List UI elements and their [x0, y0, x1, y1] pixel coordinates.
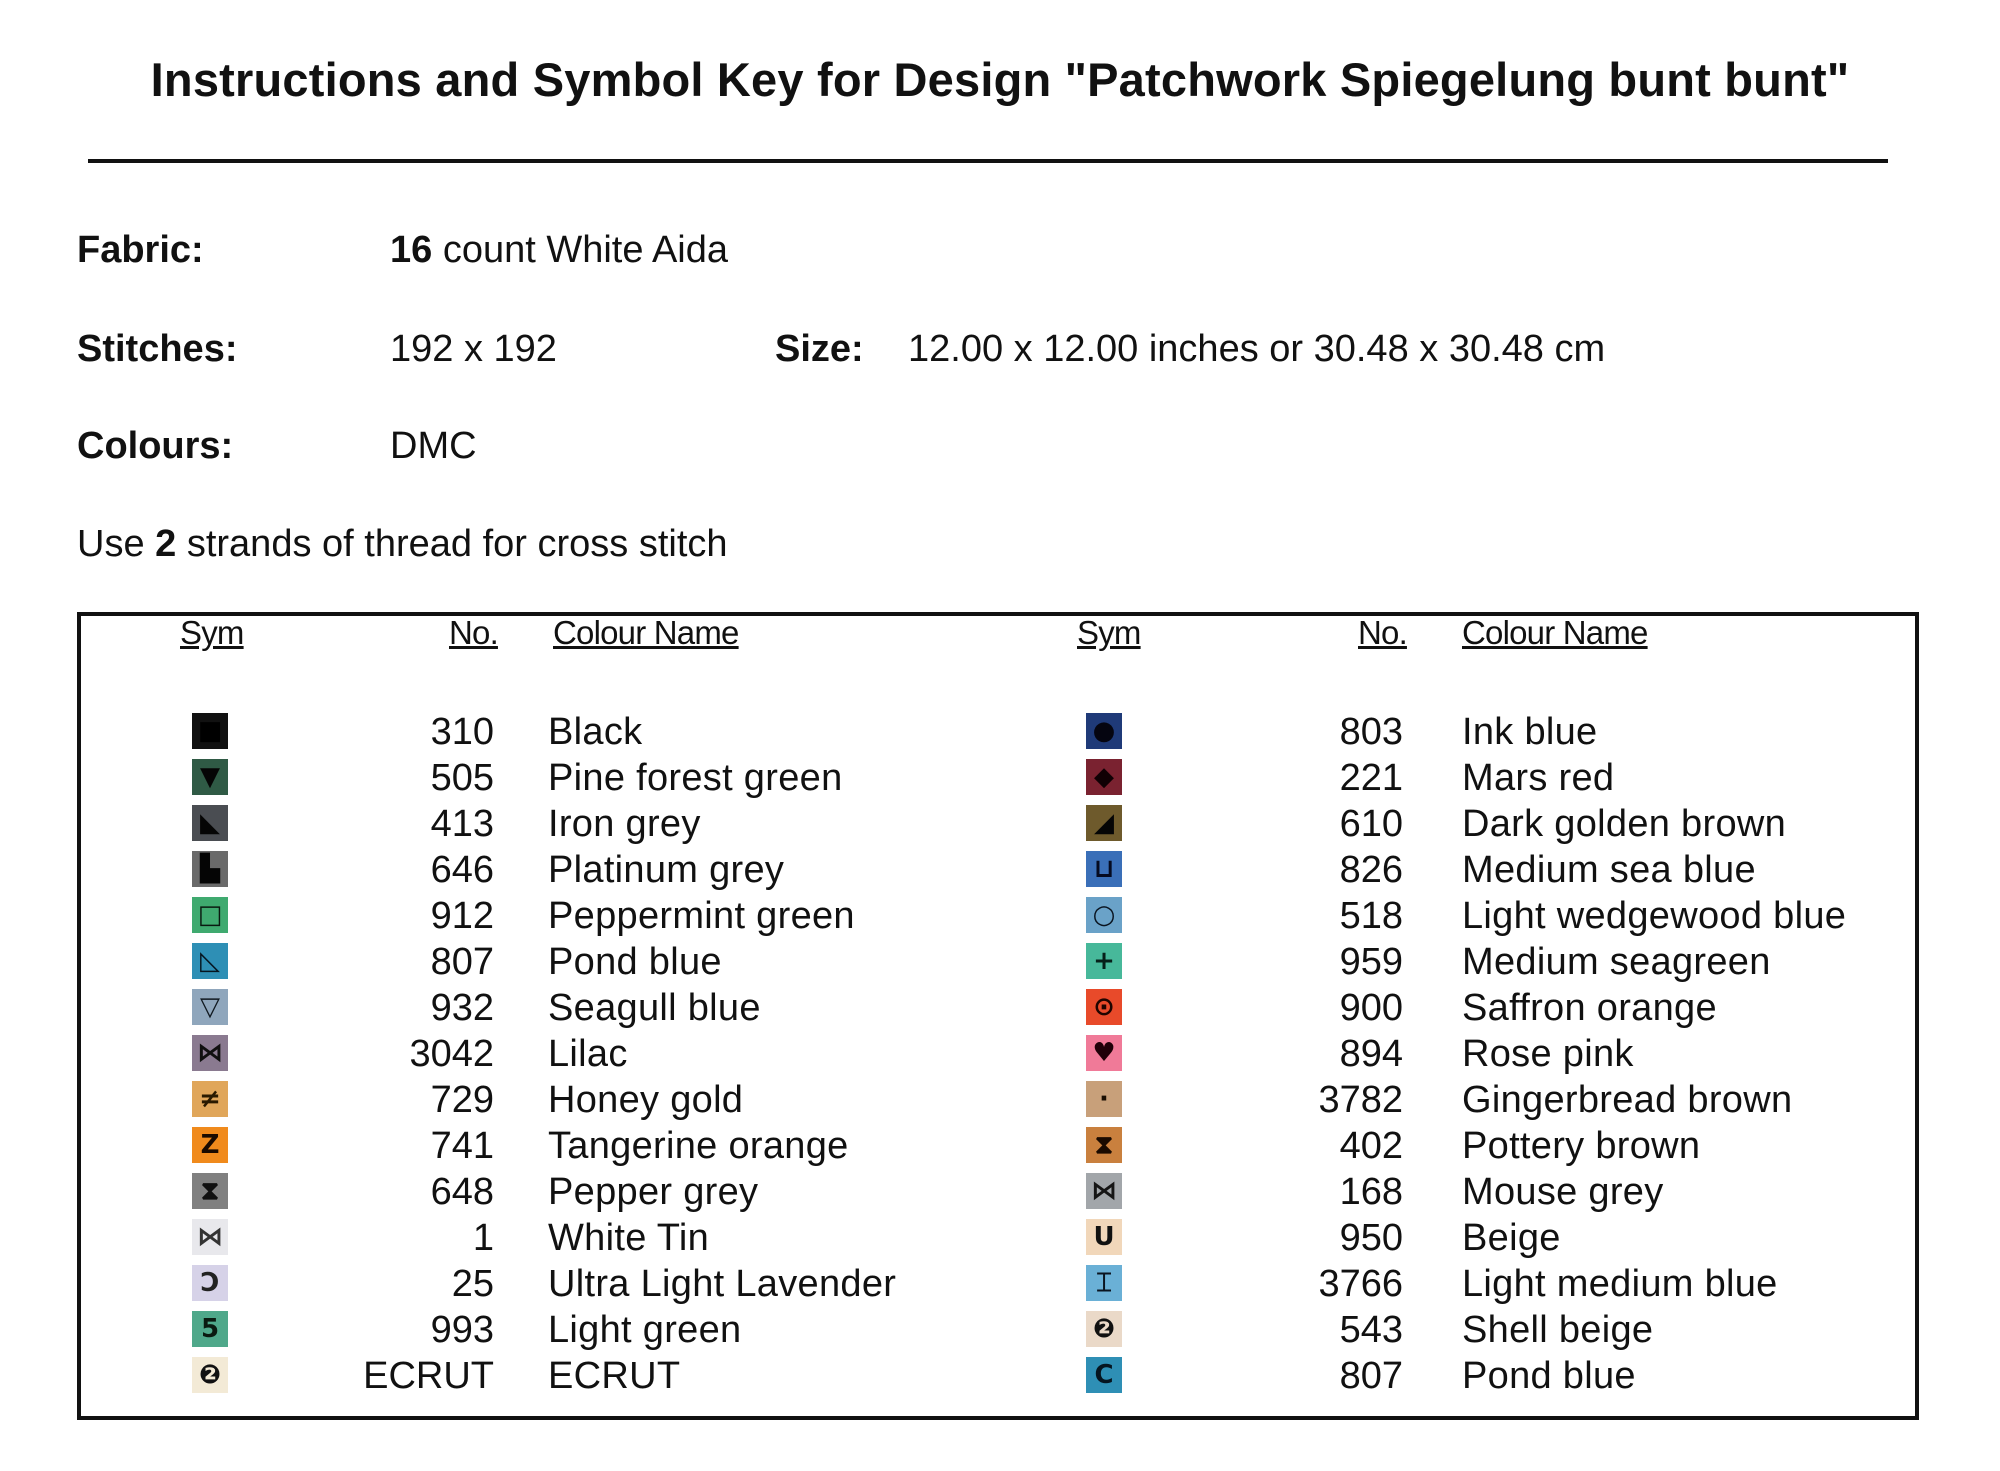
colour-number: 413	[430, 803, 494, 845]
colour-name: Shell beige	[1462, 1309, 1654, 1351]
l-shape-icon: ▙	[192, 851, 228, 887]
header-no-right: No.	[1358, 614, 1407, 651]
colour-name: Saffron orange	[1462, 987, 1717, 1029]
not-equal-icon: ≠	[192, 1081, 228, 1117]
colour-number: 950	[1339, 1217, 1403, 1259]
colour-number: 894	[1339, 1033, 1403, 1075]
stitches-value: 192 x 192	[390, 328, 557, 370]
down-triangle-outline-icon: ▽	[192, 989, 228, 1025]
colour-number: 1	[472, 1217, 494, 1259]
colour-name: Ink blue	[1462, 711, 1598, 753]
header-colour-name-left: Colour Name	[553, 614, 739, 651]
colour-name: Light green	[548, 1309, 742, 1351]
wedge-triangle-icon: ◢	[1086, 805, 1122, 841]
strands-prefix: Use	[77, 523, 156, 565]
key-row-right	[0, 1355, 2000, 1410]
colour-name: Medium sea blue	[1462, 849, 1756, 891]
header-no-left: No.	[449, 614, 498, 651]
colour-name: Seagull blue	[548, 987, 761, 1029]
colour-name: Medium seagreen	[1462, 941, 1771, 983]
diamond-icon: ◆	[1086, 759, 1122, 795]
hourglass-icon: ⧗	[192, 1173, 228, 1209]
plus-icon: +	[1086, 943, 1122, 979]
title-divider	[88, 159, 1888, 163]
colour-number: 610	[1339, 803, 1403, 845]
colour-name: Mouse grey	[1462, 1171, 1664, 1213]
fabric-count: 16	[390, 229, 433, 271]
page-title: Instructions and Symbol Key for Design "Patchwork Spiegelung bunt bunt"	[150, 53, 1850, 106]
colour-number: 803	[1339, 711, 1403, 753]
colour-name: Dark golden brown	[1462, 803, 1787, 845]
bowtie-icon: ⋈	[192, 1035, 228, 1071]
filled-square-icon: ■	[192, 713, 228, 749]
bowtie-outline-icon: ⋈	[1086, 1173, 1122, 1209]
colour-name: Pond blue	[1462, 1355, 1636, 1397]
open-square-icon: □	[192, 897, 228, 933]
colour-name: Mars red	[1462, 757, 1615, 799]
colour-number: 505	[430, 757, 494, 799]
bowtie-outline-icon: ⋈	[192, 1219, 228, 1255]
colour-number: 807	[1339, 1355, 1403, 1397]
key-row-right	[0, 1125, 2000, 1180]
colour-number: 3042	[409, 1033, 494, 1075]
boxed-five-icon: 5	[192, 1311, 228, 1347]
colour-number: 168	[1339, 1171, 1403, 1213]
colour-number: 993	[430, 1309, 494, 1351]
colour-name: Black	[548, 711, 643, 753]
size-label: Size:	[775, 328, 864, 370]
colour-name: Honey gold	[548, 1079, 744, 1121]
colour-number: 402	[1339, 1125, 1403, 1167]
colour-number: 959	[1339, 941, 1403, 983]
corner-triangle-icon: ◣	[192, 805, 228, 841]
hourglass-icon: ⧗	[1086, 1127, 1122, 1163]
size-value: 12.00 x 12.00 inches or 30.48 x 30.48 cm	[908, 328, 1606, 370]
colour-name: Pond blue	[548, 941, 722, 983]
key-row-right	[0, 1263, 2000, 1318]
strands-count: 2	[155, 523, 177, 565]
boxed-i-icon: ⌶	[1086, 1265, 1122, 1301]
header-colour-name-right: Colour Name	[1462, 614, 1648, 651]
key-row-right	[0, 1309, 2000, 1364]
colour-name: Light medium blue	[1462, 1263, 1778, 1305]
colour-number: 826	[1339, 849, 1403, 891]
u-square-icon: ⊔	[1086, 851, 1122, 887]
colour-name: Platinum grey	[548, 849, 785, 891]
filled-circle-icon: ●	[1086, 713, 1122, 749]
fabric-description: count White Aida	[432, 229, 729, 271]
fabric-label: Fabric:	[77, 229, 204, 271]
colours-value: DMC	[390, 425, 477, 467]
colour-number: 932	[430, 987, 494, 1029]
colour-number: 900	[1339, 987, 1403, 1029]
colour-number: 3782	[1318, 1079, 1403, 1121]
strands-suffix: strands of thread for cross stitch	[176, 523, 728, 565]
header-sym-left: Sym	[180, 614, 244, 651]
colour-name: Rose pink	[1462, 1033, 1634, 1075]
colour-number: 729	[430, 1079, 494, 1121]
colour-name: ECRUT	[548, 1355, 681, 1397]
dot-icon: ·	[1086, 1081, 1122, 1117]
colour-number: 807	[430, 941, 494, 983]
colour-number: 648	[430, 1171, 494, 1213]
header-sym-right: Sym	[1077, 614, 1141, 651]
stitches-label: Stitches:	[77, 328, 238, 370]
colour-name: Pepper grey	[548, 1171, 759, 1213]
colour-number: 518	[1339, 895, 1403, 937]
strands-instruction	[77, 523, 728, 566]
key-row-right	[0, 987, 2000, 1042]
z-icon: Z	[192, 1127, 228, 1163]
colour-number: 912	[430, 895, 494, 937]
colour-name: Lilac	[548, 1033, 628, 1075]
colour-number: 741	[430, 1125, 494, 1167]
target-icon: ⊙	[1086, 989, 1122, 1025]
colour-number: 25	[451, 1263, 494, 1305]
colour-number: 646	[430, 849, 494, 891]
fabric-value	[390, 229, 728, 272]
colour-name: Peppermint green	[548, 895, 855, 937]
colour-name: Ultra Light Lavender	[548, 1263, 897, 1305]
corner-outline-icon: ◺	[192, 943, 228, 979]
colour-number: 221	[1339, 757, 1403, 799]
circled-question-icon: ❷	[1086, 1311, 1122, 1347]
u-icon: U	[1086, 1219, 1122, 1255]
colour-number: 543	[1339, 1309, 1403, 1351]
colour-name: Iron grey	[548, 803, 701, 845]
colours-label: Colours:	[77, 425, 234, 467]
down-triangle-icon: ▼	[192, 759, 228, 795]
key-row-right	[0, 711, 2000, 766]
reverse-c-icon: Ɔ	[192, 1265, 228, 1301]
colour-name: Pine forest green	[548, 757, 843, 799]
colour-number: 3766	[1318, 1263, 1403, 1305]
circled-question-icon: ❷	[192, 1357, 228, 1393]
heart-icon: ♥	[1086, 1035, 1122, 1071]
colour-name: Tangerine orange	[548, 1125, 849, 1167]
colour-name: Beige	[1462, 1217, 1561, 1259]
colour-name: White Tin	[548, 1217, 710, 1259]
colour-number: ECRUT	[363, 1355, 494, 1397]
colour-name: Pottery brown	[1462, 1125, 1701, 1167]
colour-name: Gingerbread brown	[1462, 1079, 1793, 1121]
open-circle-icon: ○	[1086, 897, 1122, 933]
colour-name: Light wedgewood blue	[1462, 895, 1847, 937]
colour-number: 310	[430, 711, 494, 753]
c-icon: C	[1086, 1357, 1122, 1393]
key-row-right	[0, 1171, 2000, 1226]
